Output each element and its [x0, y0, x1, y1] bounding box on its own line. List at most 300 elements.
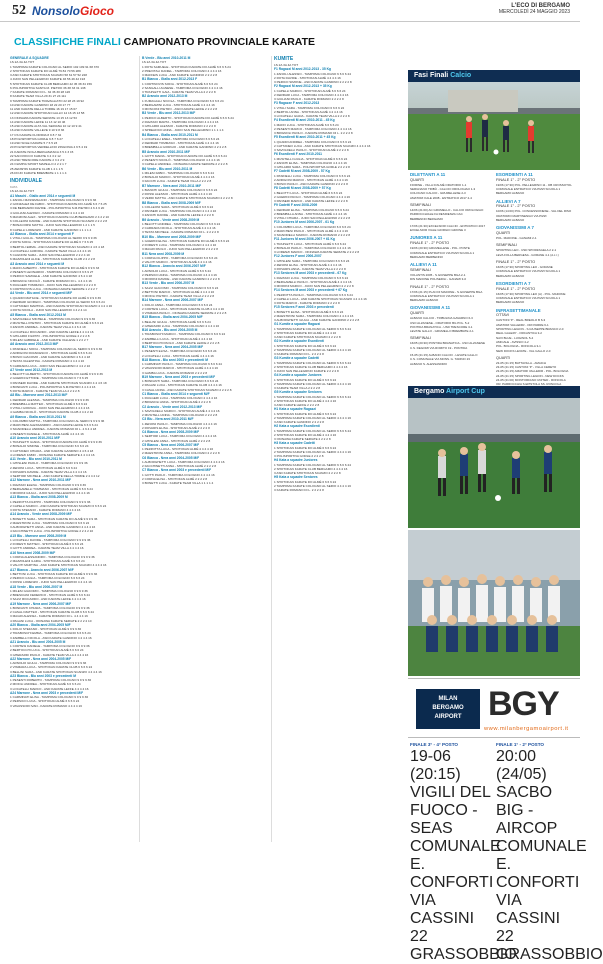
category-heading: H3 Kata a squadre Cadetti — [274, 441, 315, 446]
standings-row: 4 FACCHINETTI LUCA - POLISPORTIVA GORLE 2 2 4 2 10 — [10, 529, 94, 534]
standings-row: 1 FERRARI ELISA - TAMPOMA COLOGNO 6 6 6 6 24 — [274, 207, 349, 212]
standings-row: 2 PANSERI LUCA - TAMPOMA COLOGNO 4 4 4 4 16 — [142, 209, 217, 213]
standings-row: 2 VALOTI MARCO - SHOTOKAN ALMÈ 4 4 4 4 16 — [142, 260, 212, 264]
standings-row: 1 BONETTI ELISA - SHOTOKAN ALMÈ 6 6 6 6 24 — [274, 309, 344, 314]
category-heading: KUMITE — [274, 56, 294, 62]
standings-row: 2 BREMBILLA ANNA - SHOTOKAN ALMÈ 4 4 4 4 16 — [274, 211, 347, 216]
logo-line-1: MILAN — [438, 696, 458, 702]
category-heading: A20 Bianca - Gialla anni 2004-2005 M/F — [10, 622, 71, 627]
standings-row: 1 CARMINATI ELISA - TAMPOMA COLOGNO 9 9 9 9 36 — [10, 695, 89, 699]
standings-row: 8 CAPELLI LORENZO - ASD KARATE GANDINO 1 1 1 1 4 — [10, 227, 92, 232]
match-line: CANTONI 'P' - REAL BREOLO B 6-3 — [496, 318, 546, 323]
match-line: 23-05 (21:15) AMATORI VALLEDIR - POL. BOLOGNA — [496, 369, 569, 374]
match-line: 23-05 (21:15) BATTAVILLA - AMAICH — [496, 360, 547, 365]
standings-row: 1 DOLCI STEFANO - SHOTOKAN ALMÈ 9 9 9 9 36 — [10, 627, 82, 631]
standings-row: 2 TAMPOMA KARATE COLOGNO AL SERIO 4 4 4 4 16 — [274, 381, 351, 386]
standings-row: 5 ROTA MARCO - KARATE TEAM VILLA 2 2 2 2 8 — [10, 389, 80, 393]
match-line: VOLANTIS 2005 - S.GIUSEPPE BGA 2-1 — [410, 272, 466, 277]
match-line: AMICALE - AVISSIO 4-2 — [496, 339, 529, 344]
round-label: QUARTI — [496, 355, 511, 360]
standings-row: 2 ROVARIS ELISA - SHOTOKAN ALMÈ 2 2 2 2 8 — [142, 425, 210, 430]
standings-row: 2 MARCHESI ALESSANDRO - ASD KARATE LEFFE 6 6 6 6 24 — [10, 423, 98, 427]
standings-row: 3 BOSIO GIACOMO - ASD KARATE GANDINO 4 6 4 4 18 — [10, 355, 91, 359]
match-line: COMUNALE E. CONFORTI VIA CASSINI 22 — [496, 838, 587, 945]
standings-row: 3 SIGNORELLI ANDREA - KARATE ROMANO DI L. 4 6 4 4 18 — [10, 427, 97, 432]
standings-row: 2 PERSICO LUCA - SHOTOKAN ALMÈ 6 6 6 6 24 — [10, 699, 80, 704]
category-heading: B11 Nera anni 2008-2009 M — [142, 251, 185, 256]
category-heading: A9 Bianca - Gialla anni 2010-2011 M — [10, 414, 66, 419]
standings-row: 3 GIULIANI PAOLO - KARATE ROMANO 2 2 2 2 8 — [274, 97, 344, 101]
standings-row: 4 GAMBA NICOLÒ - SHOTOKAN KARATE CLUB 2 4 2 2 10 — [10, 410, 94, 415]
photo-football-match — [408, 82, 580, 170]
airport-final-right — [496, 742, 603, 964]
standings-row: 2 BONALDI MARCO - SHOTOKAN ALMÈ 4 4 4 4 16 — [142, 175, 215, 179]
standings-row: 2 MOIOLI ANDREA - SHOTOKAN ALMÈ 6 6 6 6 24 — [10, 682, 81, 687]
airport-cup-finals — [408, 742, 603, 963]
competition-title: INFRASETTIMANALE — [496, 307, 541, 313]
standings-row: 2 ZAMBELLI LUCA - SHOTOKAN ALMÈ 4 4 4 4 16 — [142, 336, 213, 341]
standings-row: 4 LOCATELLI RICCARDO - ASD KARATE LEFFE 4 4 4 4 16 — [10, 329, 94, 334]
standings-row: 4 ROTA NICOLA - JUDO SAN PELLEGRINO 4 4 2 4 14 — [10, 308, 87, 313]
standings-row: 1 RAVASIO LUCA - TAMPOMA COLOGNO 6 6 6 6 24 — [274, 275, 349, 280]
standings-row: 1 SHOTOKAN KARATE DO ALMÈ 6 6 6 6 24 — [274, 377, 337, 382]
standings-row: 4 SPREAFICO ANNA - JUDO SAN PELLEGRINO 1 1 1 1 4 — [142, 128, 224, 133]
standings-row: 1 GOTTI MARIA - SHOTOKAN KARATE DO ALMÈ 6 6 6 6 24 — [142, 153, 227, 158]
match-line: COMUNALE ENTRATICO VIA PIZZI SCUOLA 1 — [496, 187, 561, 192]
round-label: FINALE 1° - 2° POSTO — [410, 241, 450, 246]
category-heading: B1 Bianca - Gialla anni 2012-2013 F — [142, 77, 198, 82]
standings-row: 3 MORONI MARCO - JUDO SAN PELLEGRINO 2 2 2 2 8 — [274, 284, 354, 288]
category-heading: C7 Bianca - Nera anni 2003 e precedenti M/F — [142, 468, 212, 473]
match-line: 20:00 (24/05) SACBO BIG - AIRCOP — [496, 748, 558, 837]
match-line: 17/06 (21:15) PLAN DI MADONE - S.GIUSEPPE BGA — [410, 289, 483, 294]
match-line: BERGAMO ALBANO — [496, 218, 525, 223]
standings-row: 1 BONFANTI CHIARA - TAMPOMA COLOGNO 9 9 9 9 36 — [10, 605, 90, 610]
match-line: ALBANO CALCIO - TRIBULINA GAVARNO 6-3 — [410, 316, 473, 321]
category-heading: F1 Ragazzi M anni 2012-2013 - 35 Kg — [274, 67, 331, 72]
match-line: SERGNANO TRIBÙ - CALCIO OROLOGIAO 1-3 — [410, 187, 476, 192]
standings-row: 2 MAESTRONI ANNA - TAMPOMA COLOGNO 2 2 2 2 8 — [142, 451, 220, 456]
standings-row: 4 BRIGNOLI NICOLÒ - KARATE ROMANO DI L. 4 4 4 4 16 — [10, 278, 92, 283]
standings-row: 2 MAESTRONI SARA - TAMPOMA COLOGNO 4 4 4 4 16 — [274, 313, 354, 318]
standings-row: 6 COLLEONI DAVIDE - ASD KARATE SHOTOKAN SCANZO 2 2 2 2 8 — [10, 219, 108, 223]
competition-title: GIOVANISSIMI A 11 — [410, 305, 451, 311]
category-heading: A12 Marrone - Nera anni 2010-2011 M/F — [10, 478, 72, 483]
standings-row: 1 TRAPLETTI GIADA - SHOTOKAN KARATE DO ALMÈ 9 9 9 9 36 — [10, 440, 102, 444]
standings-row: 1 PASINELLI LUCA - TAMPOMA COLOGNO 6 6 6 6 24 — [274, 173, 351, 178]
standings-row: 2 MUSITELLI PIETRO - SHOTOKAN KARATE DO ALMÈ 6 6 6 6 24 — [10, 321, 104, 325]
standings-row: 2 BREMBILLA MATTEO - SHOTOKAN ALMÈ 6 6 6 6 24 — [10, 401, 88, 406]
standings-column-2 — [142, 56, 269, 842]
standings-row: 1 SAVOLDELLI MICHELE - TAMPOMA COLOGNO 9 9 9 9 36 — [10, 316, 96, 321]
standings-row: 1 MAFFI ALBERTO - SHOTOKAN KARATE DO ALMÈ 9 9 9 6 33 — [10, 265, 100, 270]
match-line: PARROCCHIALE FA RESIDENZA CAC — [410, 212, 463, 217]
standings-row: 4 PAGANI LUCA - OKINAWA KARATE SERIATE 2 2 2 4 10 — [10, 618, 92, 623]
standings-row: 2 BERTOLI ANNA - SHOTOKAN ALMÈ 4 4 4 4 16 — [274, 109, 343, 114]
standings-row: 3 PERICO SIMONE - ASD KARATE GANDINO 2 2 2 2 8 — [274, 80, 352, 84]
standings-row: 4 PESENTI DANIELE - SHOTOKAN ALMÈ 4 4 4 4 16 — [10, 431, 84, 436]
competition-title: FINALE 1° - 2° POSTO — [496, 742, 545, 747]
standings-row: 2 BONALDI PAOLO - TAMPOMA COLOGNO 4 4 4 4 16 — [274, 245, 351, 250]
standings-row: 1S 2A 3A 4A TOT — [142, 60, 167, 65]
category-heading: A21 Arancio - Blu anni 2004-2005 M — [10, 639, 66, 644]
category-heading: C2 Arancio - Verde anni 2012-2013 M/F — [142, 404, 203, 409]
standings-row: 1 SERTORI LUCA - TAMPOMA COLOGNO 4 4 4 4 16 — [142, 434, 217, 439]
standings-row: 1 GOTTI PAOLO - TAMPOMA COLOGNO 4 4 4 4 16 — [142, 472, 215, 477]
standings-row: 2 FACCHINETTI ANNA - SHOTOKAN ALMÈ 2 2 2 2 8 — [142, 464, 217, 468]
standings-row: 2 TAMPOMA KARATE COLOGNO AL SERIO 4 4 4 4 16 — [274, 449, 351, 454]
standings-row: 3 CAPELLI ANDREA - OKINAWA KARATE SERIATE 2 2 2 2 8 — [142, 162, 228, 167]
standings-row: 4 LOCATELLI AURORA - KARATE TEAM VILLA 4 4 4 4 16 — [10, 248, 91, 253]
standings-row: 1 BONFANTI SARA - TAMPOMA COLOGNO 6 6 6 6 24 — [142, 379, 219, 383]
standings-row: 5 GHILARDI FILIPPO - POLISPORTIVA GORLE 2 2 2 2 8 — [10, 333, 90, 338]
competition-title: ESORDIENTI A 11 — [496, 172, 533, 177]
round-label: OTTAVI — [496, 313, 510, 318]
category-heading: G2 Kumite a squadre Esordienti — [274, 339, 325, 344]
standings-row: 1 LOCATELLI ENEA - TAMPOMA COLOGNO 6 6 6 6 24 — [142, 136, 220, 141]
category-heading: C1 Bianca - Gialla anni 2014 e seguenti M/F — [142, 391, 210, 396]
category-heading: B14 Marrone - Nera anni 2006-2007 M/F — [142, 298, 204, 303]
column-divider — [139, 56, 140, 842]
standings-row: 2 ROTA SOFIA - SHOTOKAN KARATE DO ALMÈ 6 7 6 6 25 — [10, 240, 94, 245]
standings-row: 2 BRESCIANI FEDERICO - SHOTOKAN ALMÈ 6 6 6 6 24 — [10, 593, 90, 597]
standings-row: 3 GHILARDI ALESSIO - KARATE ROMANO 2 2 2 2 8 — [142, 124, 216, 128]
standings-row: 2 CAPELLI MARCO - ASD KARATE SHOTOKAN SCANZO 6 6 6 6 24 — [10, 503, 107, 508]
standings-row: 5 SHOTOKAN KARATE CLUB BERGAMO 42 45 38 34 159 — [10, 81, 92, 86]
brand-part-a: Nonsolo — [32, 4, 80, 18]
standings-row: 1 PEZZOTTA LUCA - SHOTOKAN ALMÈ 4 4 4 4 16 — [142, 447, 214, 451]
standings-row: 1 GUERINI ELISA - SHOTOKAN KARATE DO ALMÈ 6 6 6 6 24 — [142, 238, 230, 243]
standings-row: 1 CORNA ALESSANDRO - TAMPOMA COLOGNO 9 9 9 9 36 — [10, 554, 95, 559]
standings-row: 2 VISMARA LUCA - SHOTOKAN KARATE CLUB 6 6 6 6 24 — [10, 665, 93, 670]
standings-row: 3 ZANCHI DAVIDE - ASD KARATE LEFFE 2 2 2 2 8 — [142, 213, 214, 218]
headline-part-a: CLASSIFICHE FINALI — [14, 36, 121, 48]
category-heading: A23 Bianca - Blu anni 2003 e precedenti M — [10, 673, 76, 678]
match-line: COMUNALE E. CONFORTI VIA CASSINI 22 — [410, 838, 501, 945]
standings-row: 3 GAMBA LUCA - KARATE ROMANO 2 2 2 2 8 — [142, 370, 208, 375]
match-line: BERGAMO ALBANO — [496, 273, 525, 278]
category-heading: G1 Kumite a squadre Ragazzi — [274, 322, 321, 327]
match-line: 23-05 (21:15) CANTONI 'P' - VILLA CERETO — [496, 365, 557, 370]
category-heading: B13 Verde - Blu anni 2006-2007 M — [142, 281, 195, 286]
category-heading: B9 Arancio - Verde anni 2008-2009 M — [142, 217, 200, 222]
standings-row: 1 CARMINATI PAOLO - TAMPOMA COLOGNO 6 6 6 6 24 — [142, 362, 222, 366]
standings-row: 2 MAZZOLENI ILARIA - SHOTOKAN ALMÈ 6 6 6 6 24 — [10, 559, 85, 563]
standings-row: 8 KARATE TEAM VILLA 29 31 27 24 111 — [10, 94, 67, 99]
category-heading: B Verde - Blu anni 2010-2011 M — [142, 56, 191, 60]
section-brand — [32, 4, 114, 18]
round-label: QUARTI — [410, 311, 425, 316]
standings-row: 3 KARATE TEAM VILLA 2 2 2 2 8 — [274, 386, 321, 390]
competition-title: FINALE 3° - 4° POSTO — [410, 742, 459, 747]
standings-row: 1 BETTONI LUCA - SHOTOKAN KARATE DO ALMÈ 9 9 9 9 36 — [10, 571, 98, 576]
standings-row: 1S 2A 3A 4A TOT — [10, 189, 35, 194]
round-label: SEMIFINALI — [410, 336, 432, 341]
match-line: FIORINE - VILLA D'ALMÈ ORATORIO 1-1 — [410, 182, 467, 187]
standings-row: 3 CATTANEO CHIARA - ASD KARATE GANDINO 4 4 6 4 18 — [10, 448, 94, 453]
standings-row: 1 ALBORGHETTI LUCA - TAMPOMA COLOGNO 4 4 4 4 16 — [142, 459, 225, 464]
competition-title: DILETTANTI A 11 — [410, 172, 446, 177]
standings-row: 1 SHOTOKAN KARATE DO ALMÈ 6 6 6 6 24 — [274, 411, 337, 416]
standings-row: 2 GONZALEZ DE FABIO - SHOTOKAN KARATE DO ALMÈ 6 6 7 6 25 — [10, 202, 107, 206]
standings-row: 2 PERICO GIULIA - TAMPOMA COLOGNO 6 6 6 6 24 — [10, 576, 85, 580]
round-label: FINALE 1° - 2° POSTO — [496, 204, 536, 209]
standings-row: 3 LOCATELLI MARCO - ASD KARATE LEFFE 4 4 4 4 16 — [10, 686, 89, 691]
standings-row: 1 TAMPOMA KARATE COLOGNO AL SERIO 6 6 6 6 24 — [274, 326, 351, 331]
category-heading: G3 Kumite a squadre Cadetti — [274, 356, 320, 361]
standings-row: 3 ZAMBELLI NICOLA - ASD KARATE GANDINO 4 4 4 4 16 — [10, 635, 92, 640]
standings-row: 3 SIGNORELLI MARCO - KARATE ROMANO 2 2 2 2 8 — [274, 233, 351, 237]
standings-row: 2 PREVITALI DANIEL - TAMPOMA COLOGNO 4 4 4 4 16 — [142, 68, 222, 73]
standings-row: 10 ASD KARATE GANDINO 18 22 20 17 77 — [10, 102, 71, 107]
standings-row: 1 SHOTOKAN KARATE DO ALMÈ 6 6 6 6 24 — [274, 445, 337, 450]
standings-row: 2 ARRIGONI MARCO - SHOTOKAN ALMÈ 4 4 4 4 16 — [274, 177, 348, 182]
standings-row: 1 COLLEONI SARA - SHOTOKAN ALMÈ 6 6 6 6 24 — [142, 204, 214, 209]
match-line: NEW DOCKS LEVATE - VAL GALLO 2-0 — [496, 348, 551, 353]
standings-row: 3 BERTOLI EMMA - ASD KARATE SHOTOKAN SCANZO 4 4 6 4 18 — [10, 244, 105, 249]
standings-row: 3 GHILARDI SARA - POLISPORTIVA GORLE 2 2 2 2 8 — [274, 165, 350, 169]
category-heading: A5 Bianca - Gialla anni 2012-2013 M — [10, 312, 66, 317]
standings-row: 3 ASD KARATE GANDINO 2 2 2 2 8 — [274, 420, 324, 424]
standings-row: 3 ALBORGHETTI GIULIA - ASD KARATE GANDINO 2 2 2 2 8 — [274, 318, 360, 322]
standings-column-1 — [10, 56, 137, 842]
category-heading: H4 Kata a squadre Juniores — [274, 458, 318, 463]
category-heading: A6 Arancio anni 2012-2013 M/F — [10, 342, 59, 347]
match-line: SPORTING LEGION - S.GIUSEPPE BRANCO 2-0 — [496, 327, 564, 332]
standings-row: 2 BRIGNOLI ANNA - SHOTOKAN ALMÈ 2 2 2 2 8 — [142, 400, 211, 405]
page-number: 52 — [12, 3, 26, 18]
standings-row: 2 FERRARI LUCA - TAMPOMA COLOGNO 4 4 4 4 16 — [274, 92, 349, 97]
standings-row: 2 GUERINI ETTORE - TAMPOMA COLOGNO 6 7 6 6 25 — [10, 376, 89, 381]
standings-row: 3 VITALI CHIARA - JUDO SAN PELLEGRINO 2 2 2 2 8 — [274, 216, 351, 220]
category-heading: GENERALE A SQUADRE — [10, 56, 49, 60]
match-line: BERGAMO ALBANO — [496, 191, 525, 196]
standings-row: 3 ZANCHI ANDREA - KARATE TEAM VILLA 4 4 6 4 18 — [10, 325, 86, 330]
standings-row: 24 OLIMPIA SPORT MAPELLO 2 2 2 1 7 — [10, 162, 67, 167]
standings-row: 3 TESTA MICHELE - KARATE ROMANO DI L. 2 2 2 2 8 — [142, 230, 219, 235]
standings-row: 3 BERTOCCHI PAOLO - ASD KARATE LEFFE 2 2 2 2 8 — [142, 340, 220, 345]
category-heading: F9 Cadetti F anni 2008-2009 — [274, 203, 318, 208]
standings-row: 19 ASD SOLE KARATE 5 7 6 5 23 — [10, 141, 58, 145]
standings-row: 1 PASINELLI SOFIA - TAMPOMA COLOGNO AL SERIO 9 9 9 9 36 — [10, 346, 103, 351]
category-heading: B10 Blu - Marrone anni 2008-2009 M/F — [142, 234, 202, 239]
category-heading: C6 Bianca - Nera anni 2004-2005 M/F — [142, 455, 200, 460]
round-label: FINALE 1° - 2° POSTO — [496, 286, 536, 291]
standings-row: 2 CATTANEO LUCA - ASD KARATE SHOTOKAN SCANZO 4 4 4 4 16 — [274, 143, 371, 148]
standings-row: 1 BONETTI SARA - SHOTOKAN KARATE DO ALMÈ 9 9 9 9 36 — [10, 516, 98, 521]
standings-row: 1 ROTA SAMUELE - SHOTOKAN KARATE DO ALMÈ 6 6 6 6 24 — [142, 64, 231, 69]
category-heading: F7 Cadetti M anni 2008-2009 - 57 Kg — [274, 169, 330, 174]
standings-column-3 — [274, 56, 401, 842]
standings-row: 5 RUGGERI TOMMASO - JUDO SAN PELLEGRINO 2 2 2 2 8 — [10, 282, 96, 287]
standings-row: 3 TRAPLETTI GAIA - KARATE TEAM VILLA 2 2 2 2 8 — [142, 90, 216, 94]
category-heading: A10 Arancio anni 2010-2011 M/F — [10, 435, 60, 440]
standings-row: 2 SHOTOKAN KARATE CLUB BERGAMO 4 4 4 4 16 — [274, 364, 348, 369]
standings-row: 2 ZENONI LUCA - SHOTOKAN ALMÈ 6 6 6 6 24 — [10, 465, 77, 470]
standings-row: 1 BIANCHI GIULIA - TAMPOMA COLOGNO 6 6 6 6 24 — [142, 187, 218, 192]
category-heading: H2 Kata a squadre Esordienti — [274, 424, 320, 429]
sidebar-football — [408, 70, 603, 963]
standings-row: 12 ASD KARATE SHOTOKAN GALLO 14 16 15 13 58 — [10, 111, 85, 116]
category-heading: A2 Bianca - Gialla anni 2014 e seguenti F — [10, 231, 74, 236]
standings-row: 1 FERRARI ALESSIA - TAMPOMA COLOGNO 9 9 9 9 36 — [10, 397, 89, 402]
photo-airport-cup-match — [408, 398, 580, 528]
standings-row: 14 ASD KARATE LEFFE 11 13 12 10 46 — [10, 119, 66, 124]
standings-row: 2 PAGANI LUCA - SHOTOKAN KARATE CLUB 4 4 4 4 16 — [142, 383, 222, 388]
competition-title: ESORDIENTI A 7 — [496, 280, 531, 286]
standings-row: 3 MAGRI ALESSIA - KARATE ROMANO DI L. 4 4 4 4 16 — [10, 614, 88, 619]
paper-info — [499, 3, 570, 15]
standings-row: 1 ZANOLI MASSIMILIANO - TAMPOMA COLOGNO 9 9 9 9 36 — [10, 197, 97, 202]
standings-row: 1 TAMPOMA KARATE COLOGNO AL SERIO 6 6 6 6 24 — [274, 462, 351, 467]
category-heading: G5 Kumite a squadre Seniores — [274, 390, 322, 395]
standings-row: 2 GUERINI PAOLO - TAMPOMA COLOGNO 4 4 4 4 16 — [274, 194, 350, 199]
category-heading: A3 Arancio anni 2014 e seguenti M — [10, 261, 65, 266]
standings-row: 1 CAPELLI MARCO - SHOTOKAN ALMÈ 6 6 6 6 24 — [274, 88, 346, 93]
category-heading: A16 Nera anni 2008-2009 M/F — [10, 550, 56, 555]
standings-row: 1 PEZZOTTA FILIPPO - TAMPOMA COLOGNO 9 9 9 9 36 — [10, 499, 91, 504]
round-label: QUARTI — [496, 231, 511, 236]
standings-row: 2 BETTONI MARCO - SHOTOKAN ALMÈ 4 4 4 4 16 — [142, 289, 215, 294]
standings-row: 2 FERRARI TOMMASO - SHOTOKAN ALMÈ 4 4 4 4 16 — [142, 141, 219, 145]
standings-row: 3 ROTA STEFANO - KARATE ROMANO 4 4 4 4 16 — [10, 508, 81, 512]
match-line: C.S. DEGOMI VIA ROMITO 19 - PONTIDA — [410, 345, 468, 350]
category-heading: B5 Arancio anni 2010-2011 M/F — [142, 149, 191, 154]
round-label: QUARTI — [410, 177, 425, 182]
category-heading: G4 Kumite a squadre Juniores — [274, 373, 322, 378]
category-heading: B17 Marrone - Nera anni 2004-2005 M/F — [142, 345, 204, 349]
category-heading: A24 Marrone - Nera anni 2003 e precedenti M/F — [10, 690, 84, 695]
standings-row: 1 RAVASIO ELENA - TAMPOMA COLOGNO 9 9 9 9 36 — [10, 482, 86, 487]
standings-row: 1 SAVOLDELLI MARCO - SHOTOKAN ALMÈ 4 4 4 4 16 — [142, 408, 220, 413]
standings-row: 2 GHISLENI ANNA - SHOTOKAN ALMÈ 2 2 2 2 8 — [142, 438, 211, 443]
standings-row: 1 BELOTTI ANDREA - TAMPOMA COLOGNO 6 6 6 6 24 — [142, 221, 221, 226]
category-heading: B3 Verde - Blu anni 2012-2013 M/F — [142, 111, 196, 116]
standings-row: 3 CATTANEO MARTINA - ASD KARATE SHOTOKAN SCANZO 4 4 4 4 16 — [10, 304, 113, 308]
standings-row: 1 CORTINOVIS SOFIA - SHOTOKAN ALMÈ 6 6 6 6 24 — [142, 81, 218, 86]
standings-row: 3 ROVARIS DAVIDE - KARATE TEAM VILLA 4 4 4 4 16 — [10, 469, 87, 474]
category-heading: A14 Arancio - Verde anni 2008-2009 M/F — [10, 512, 72, 517]
standings-row: 1 TAMPOMA KARATE COLOGNO AL SERIO 6 6 6 6 24 — [274, 360, 351, 365]
standings-row: 6 MAZZOLENI ALICE - SHOTOKAN KARATE CLUB 2 2 2 2 8 — [10, 257, 95, 262]
standings-row: 2 MAESTRONI LUCA - TAMPOMA COLOGNO 6 6 6 6 24 — [10, 520, 90, 525]
standings-row: 1 TIRABOSCHI MARCO - TAMPOMA COLOGNO 6 6 6 6 24 — [142, 332, 226, 337]
category-heading: B12 Bianca - Arancio anni 2006-2007 M/F — [142, 264, 206, 269]
standings-row: 1 VITALI SARA - TAMPOMA COLOGNO 6 6 6 6 24 — [274, 105, 345, 110]
match-line: PONTIDA BRANATICA - USD TRESCORE 3-1 — [410, 324, 473, 329]
category-heading: F13 Seniores M anni 2003 e precedenti - 67 Kg — [274, 271, 347, 276]
standings-row: 3 CASALI ANNA - ASD KARATE SHOTOKAN SCANZO 2 2 2 2 8 — [142, 387, 232, 392]
category-heading: A15 Blu - Marrone anni 2008-2009 M — [10, 533, 67, 538]
standings-row: 1 GHISLENI SARA - TAMPOMA COLOGNO 6 6 6 6 24 — [274, 258, 350, 263]
match-line: REAL GALERY - ORCANTICA 3-2 — [496, 331, 542, 336]
match-line: USO ALZANESE - ORATORIO BG POL. 5-2 — [410, 320, 470, 325]
section-bar-airport-cup — [408, 386, 580, 398]
category-heading: H1 Kata a squadre Ragazzi — [274, 407, 316, 412]
category-heading: B2 Arancio anni 2012-2013 M — [142, 94, 188, 99]
standings-row: 3 DE BERNARDI DAVIDE - POLISPORTIVA S.M.PIETRO 4 6 4 6 20 — [10, 206, 105, 211]
standings-row: 6 MILESI GABRIELE - ASD KARATE VALLEVE 1 2 2 2 7 — [10, 338, 89, 342]
standings-row: 2 PESENTI MARCO - TAMPOMA COLOGNO 4 4 4 4 16 — [274, 126, 352, 131]
standings-row: 6 CORTINOVIS LUCA - OKINAWA KARATE SERIATE 1 2 2 2 7 — [10, 287, 98, 291]
category-heading: A11 Verde - Blu anni 2010-2011 M — [10, 457, 62, 461]
match-line: BERBENNO BERGAMO — [410, 216, 444, 221]
standings-row: 2 CAPELLI LUCA - ASD KARATE SHOTOKAN SCANZO 4 4 4 4 16 — [274, 296, 367, 301]
match-line: 14/06 (21:00) AC GRUMELLO - CALCIO OROLOGIAO — [410, 207, 484, 212]
bar-title-b: Calcio — [450, 72, 472, 79]
ad-airport-code: BGY — [488, 685, 559, 723]
match-line: BERGAMO ALBANO — [410, 298, 439, 303]
standings-row: 1S 2A 3A 4A TOT — [10, 60, 35, 65]
standings-row: 2 ZENONI ELISA - SHOTOKAN ALMÈ 4 4 4 4 16 — [274, 262, 342, 267]
standings-row: 3 VAVASSORI IVAN - KARATE ROMANO 4 4 4 4 16 — [10, 703, 82, 708]
round-label: FINALE 1° - 2° POSTO — [410, 284, 450, 289]
category-heading: B19 Marrone - Nera anni 2003 e precedenti M/F — [142, 374, 216, 379]
section-bar-fasi-finali — [408, 70, 580, 82]
logo-line-3: AIRPORT — [434, 714, 462, 720]
airport-logo — [416, 689, 480, 729]
match-line: COMUNALE ENTRATICO VIA PIZZI SCUOLA 1 — [410, 293, 475, 298]
category-heading: H5 Kata a squadre Seniores — [274, 475, 318, 480]
standings-row: 4 GIULIANI ALESSIO - KARATE ROMANO 4 4 4 4 16 — [10, 210, 85, 215]
bar-title-b: Airport Cup — [446, 388, 485, 395]
category-heading: F11 Juniores M anni 2006-2007 + 61 Kg — [274, 237, 335, 242]
match-line: BERGAMO ALBANO — [496, 300, 525, 305]
category-heading: F2 Ragazzi M anni 2012-2013 + 35 Kg — [274, 84, 332, 89]
standings-row: 16 ASD KARATE VALLEVE 9 10 9 8 36 — [10, 128, 65, 133]
match-line: AMATORI VALLEDIR - ORI PARRE 6-1 — [496, 322, 549, 327]
category-heading: B7 Marrone - Nera anni 2010-2011 M/F — [142, 183, 202, 188]
results-right-column — [496, 172, 578, 387]
match-line: 16/05 (17:30) SPORTING LEO - GORANE — [496, 265, 553, 270]
standings-row: 1 BELLINI GIULIA - SHOTOKAN ALMÈ 6 6 6 6 24 — [142, 319, 211, 324]
match-line: SPORTING LEO - USD SPORZAGELA 2 2-1 — [496, 248, 557, 253]
standings-row: 15 ASD KARATE ALTA VAL SERIANA 10 12 10 9 41 — [10, 124, 82, 128]
football-results — [408, 172, 580, 387]
standings-row: 2 TIRABOSCHI EMMA - TAMPOMA COLOGNO 6 6 6 6 24 — [10, 631, 91, 636]
match-line: 16/05 (17:30) SPORTING LEO (A) - POL. MADONE — [496, 291, 566, 296]
standings-row: 23 ASD TRESCORE KARATE 2 3 2 2 9 — [10, 158, 65, 162]
standings-row: 1 SALVI GIACOMO - TAMPOMA COLOGNO 6 6 6 6 24 — [142, 285, 219, 290]
competition-title: ALLIEVI A 7 — [496, 198, 521, 204]
category-heading: A1 Maschi - Giallo anni 2014 e seguenti M — [10, 193, 76, 198]
standings-row: 11 ASD KARATE DELLA TORRE 16 19 17 15 67 — [10, 107, 77, 111]
standings-row: 2 SHOTOKAN KARATE DO ALMÈ 4 4 4 4 16 — [274, 330, 337, 335]
category-heading: A22 Marrone - Nera anni 2004-2005 M/F — [10, 656, 72, 661]
standings-row: 2 LOCATELLI LUCA - SHOTOKAN ALMÈ 4 4 4 4 16 — [142, 353, 214, 358]
standings-row: 2 RAVASIO MARTA - TAMPOMA COLOGNO 4 4 4 4 16 — [142, 119, 219, 124]
standings-row: 1 MAFFI LUCA - SHOTOKAN ALMÈ 6 6 6 6 24 — [274, 122, 339, 127]
standings-row: 2 ROTA DAVIDE - SHOTOKAN ALMÈ 4 4 4 4 16 — [274, 75, 341, 80]
standings-row: 1 PESENTI ROBERTO - TAMPOMA COLOGNO 9 9 9 9 36 — [10, 678, 92, 682]
standings-row: 3 GOTTI ANDREA - KARATE TEAM VILLA 4 4 4 4 16 — [10, 546, 84, 551]
standings-row: 1 GHISLENI PAOLO - TAMPOMA COLOGNO 9 9 9 9 36 — [10, 461, 88, 466]
category-heading: F3 Ragazze F anni 2012-2013 — [274, 101, 320, 106]
round-label: FINALE 1° - 2° POSTO — [496, 260, 536, 265]
category-heading: A18 Verde - Blu anni 2006-2007 M — [10, 584, 63, 589]
standings-row: 1 QUADRI ANDREA - TAMPOMA COLOGNO 6 6 6 6 24 — [274, 139, 352, 144]
standings-row: 3 BRIGNOLI PAOLO - KARATE ROMANO DI L. 2 2 2 2 8 — [274, 131, 353, 135]
standings-row: 3 ASD KARATE LEFFE 2 2 2 2 8 — [274, 403, 320, 407]
standings-row: 2 SHOTOKAN KARATE CLUB BERGAMO 4 4 4 4 16 — [274, 466, 348, 471]
match-line: ALBANO S. ALESSANDRO — [410, 361, 448, 366]
category-heading: A4 Verde - Blu anni 2014 e seguenti M/F — [10, 291, 73, 296]
standings-row: 5 CAGNONI SARA - JUDO SAN PELLEGRINO 2 2 2 4 10 — [10, 253, 90, 257]
airport-final-left — [410, 742, 517, 964]
standings-row: 3 LORENZI MARCO - OKINAWA KARATE SERIATE 2 2 2 2 8 — [274, 250, 360, 254]
category-heading: F12 Juniores F anni 2006-2007 — [274, 254, 322, 259]
match-line: DIN MADONE POLISEDILI - GANAMI 3-0 — [410, 277, 467, 282]
